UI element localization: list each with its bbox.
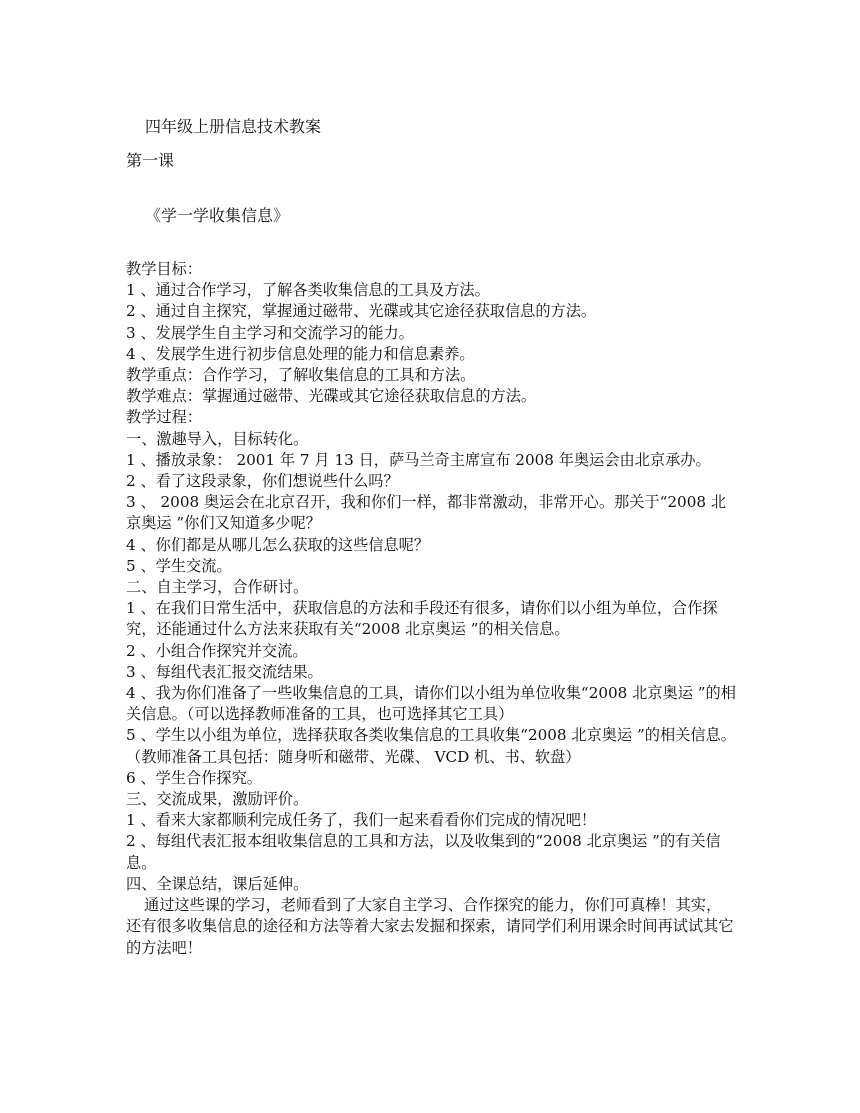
body-line: 二、自主学习，合作研讨。: [126, 578, 309, 597]
body-line: 5 、学生以小组为单位，选择获取各类收集信息的工具收集“2008 北京奥运 ”的相关信息。（教师准备工具包括：随身听和磁带、光碟、 VCD 机、书、软盘）: [126, 726, 736, 766]
body-line: 3 、发展学生自主学习和交流学习的能力。: [126, 323, 414, 342]
body-line: 教学过程：: [126, 408, 202, 427]
body-line: 1 、通过合作学习，了解各类收集信息的工具及方法。: [126, 281, 490, 300]
body-line: 2 、通过自主探究，掌握通过磁带、光碟或其它途径获取信息的方法。: [126, 302, 597, 321]
lesson-number: 第一课: [126, 151, 175, 170]
body-line: 6 、学生合作探究。: [126, 768, 262, 787]
body-line: 1 、播放录象： 2001 年 7 月 13 日，萨马兰奇主席宣布 2008 年奥运会由北京承办。: [126, 450, 711, 469]
body-line: 5 、学生交流。: [126, 556, 232, 575]
body-line: 3 、每组代表汇报交流结果。: [126, 662, 323, 681]
lesson-title: 《学一学收集信息》: [145, 206, 290, 225]
body-line: 教学目标：: [126, 260, 202, 278]
body-line: 4 、我为你们准备了一些收集信息的工具，请你们以小组为单位收集“2008 北京奥运 ”的相关信息。（可以选择教师准备的工具，也可选择其它工具）: [126, 684, 736, 724]
document-title: 四年级上册信息技术教案: [145, 117, 322, 136]
body-line: 一、激趣导入，目标转化。: [126, 429, 309, 448]
body-line: 4 、发展学生进行初步信息处理的能力和信息素养。: [126, 344, 475, 363]
body-line: 教学重点：合作学习，了解收集信息的工具和方法。: [126, 366, 476, 385]
body-line: 教学难点：掌握通过磁带、光碟或其它途径获取信息的方法。: [126, 387, 537, 406]
body-line: 2 、小组合作探究并交流。: [126, 641, 308, 660]
body-line: 1 、在我们日常生活中，获取信息的方法和手段还有很多，请你们以小组为单位，合作探究，还能通过什么方法来获取有关“2008 北京奥运 ”的相关信息。: [126, 599, 718, 639]
body-line: 1 、看来大家都顺利完成任务了，我们一起来看看你们完成的情况吧！: [126, 811, 597, 830]
body-line: 3 、 2008 奥运会在北京召开，我和你们一样，都非常激动，非常开心。那关于“2008 北京奥运 ”你们又知道多少呢？: [126, 493, 727, 533]
body-line: 三、交流成果，激励评价。: [126, 790, 309, 809]
body-line: 2 、每组代表汇报本组收集信息的工具和方法，以及收集到的“2008 北京奥运 ”的有关信息。: [126, 832, 721, 872]
closing-paragraph: 通过这些课的学习，老师看到了大家自主学习、合作探究的能力，你们可真棒！其实，还有很多收集信息的途径和方法等着大家去发掘和探索，请同学们利用课余时间再试试其它的方法吧！: [126, 896, 734, 957]
body-line: 4 、你们都是从哪儿怎么获取的这些信息呢？: [126, 535, 430, 554]
body-line: 2 、看了这段录象，你们想说些什么吗？: [126, 472, 399, 491]
lesson-body: [126, 259, 736, 959]
body-line: 四、全课总结，课后延伸。: [126, 874, 309, 893]
